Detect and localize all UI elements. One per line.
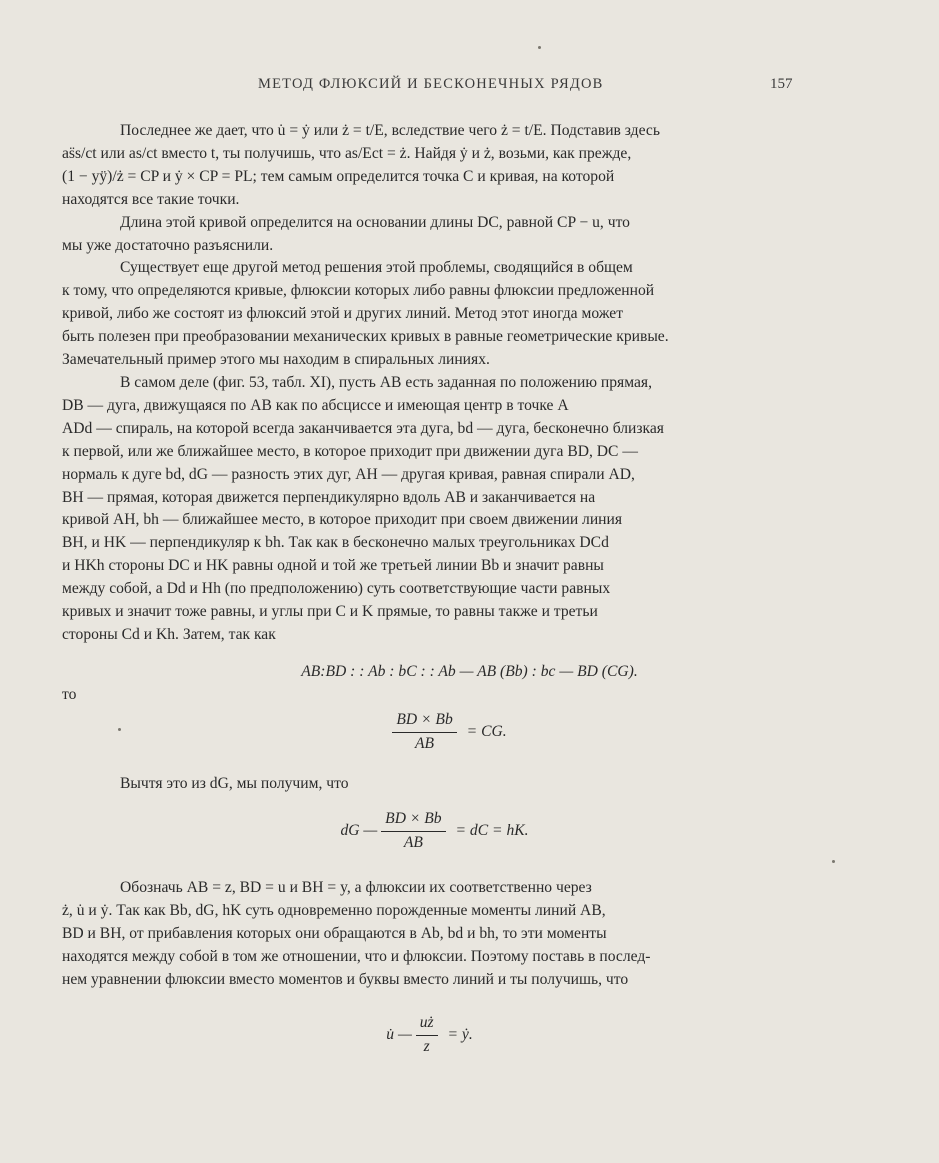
running-title: МЕТОД ФЛЮКСИЙ И БЕСКОНЕЧНЫХ РЯДОВ — [258, 76, 604, 92]
text-line: (1 − yÿ)/ż = CP и ẏ × CP = PL; тем самым определится точка C и кривая, на которой — [62, 167, 615, 185]
equation-rhs: = ẏ. — [447, 1025, 473, 1043]
fraction-denominator: AB — [403, 834, 423, 852]
text-line: ADd — спираль, на которой всегда заканчивается эта дуга, bd — дуга, бесконечно близкая — [62, 419, 664, 437]
text-line: стороны Cd и Kh. Затем, так как — [62, 625, 276, 643]
text-line: нормаль к дуге bd, dG — разность этих дуг, AH — другая кривая, равная спирали AD, — [62, 465, 635, 483]
text-line: Обозначь AB = z, BD = u и BH = y, а флюксии их соответственно через — [120, 879, 592, 897]
text-line: В самом деле (фиг. 53, табл. XI), пусть AB есть заданная по положению прямая, — [120, 373, 652, 391]
text-line: находятся между собой в том же отношении, что и флюксии. Поэтому поставь в послед- — [62, 947, 651, 965]
text-line: Замечательный пример этого мы находим в спиральных линиях. — [62, 351, 490, 369]
paper-speck — [832, 860, 835, 863]
text-line: к первой, или же ближайшее место, в которое приходит при движении дуга BD, DC — — [62, 442, 638, 460]
text-line: кривой, либо же состоят из флюксий этой и других линий. Метод этот иногда может — [62, 305, 624, 323]
equation-proportion: AB:BD : : Ab : bC : : Ab — AB (Bb) : bc — BD (CG). — [301, 662, 638, 680]
text-line: кривой AH, bh — ближайшее место, в которое приходит при своем движении линия — [62, 511, 623, 529]
text-line: к тому, что определяются кривые, флюксии которых либо равны флюксии предложенной — [62, 282, 655, 300]
fraction-numerator: BD × Bb — [392, 709, 456, 733]
text-line: BD и BH, от прибавления которых они обращаются в Ab, bd и bh, то эти моменты — [62, 925, 607, 942]
equation-dg — [62, 808, 797, 855]
text-line: Длина этой кривой определится на основании длины DC, равной CP − u, что — [120, 213, 630, 231]
text-line: as̈s/ct или as/ct вместо t, ты получишь, что as/Ect = ż. Найдя ẏ и ż, возьми, как прежде, — [62, 144, 632, 162]
equation-cg — [62, 709, 797, 756]
equation-final — [62, 1012, 797, 1059]
fraction-numerator: BD × Bb — [381, 808, 445, 832]
connective-word: то — [62, 685, 77, 703]
text-line: Последнее же дает, что u̇ = ẏ или ż = t/E, вследствие чего ż = t/E. Подставив здесь — [120, 122, 660, 139]
page-header — [0, 76, 939, 100]
fraction — [381, 808, 445, 855]
fraction — [416, 1012, 438, 1059]
paper-speck — [538, 46, 541, 49]
equation-lhs: dG — — [340, 822, 378, 840]
fraction-denominator: z — [423, 1037, 430, 1055]
text-line: кривых и значит тоже равны, и углы при C и K прямые, то равны также и третьи — [62, 603, 598, 621]
paper-speck — [118, 728, 121, 731]
page-number: 157 — [770, 76, 793, 92]
text-line: Вычтя это из dG, мы получим, что — [120, 775, 349, 793]
body-text — [62, 120, 797, 1059]
text-line: нем уравнении флюксии вместо моментов и буквы вместо линий и ты получишь, что — [62, 970, 629, 988]
text-line: находятся все такие точки. — [62, 190, 240, 208]
text-line: BH, и HK — перпендикуляр к bh. Так как в бесконечно малых треугольниках DCd — [62, 534, 609, 552]
text-line: быть полезен при преобразовании механических кривых в равные геометрические кривые. — [62, 328, 669, 346]
text-line: ż, u̇ и ẏ. Так как Bb, dG, hK суть одновременно порожденные моменты линий AB, — [62, 902, 606, 920]
text-line: и HKh стороны DC и HK равны одной и той же третьей линии Bb и значит равны — [62, 557, 604, 575]
equation-lhs: u̇ — — [386, 1025, 412, 1043]
text-line: DB — дуга, движущаяся по AB как по абсциссе и имеющая центр в точке A — [62, 396, 569, 414]
fraction-denominator: AB — [415, 734, 435, 752]
text-line: мы уже достаточно разъяснили. — [62, 236, 274, 254]
text-line: BH — прямая, которая движется перпендикулярно вдоль AB и заканчивается на — [62, 488, 596, 506]
fraction-numerator: uż — [416, 1012, 438, 1036]
text-line: Существует еще другой метод решения этой проблемы, сводящийся в общем — [120, 259, 633, 277]
fraction — [392, 709, 456, 756]
equation-rhs: = dC = hK. — [455, 822, 529, 840]
text-line: между собой, а Dd и Hh (по предположению) суть соответствующие части равных — [62, 580, 611, 598]
equation-rhs: = CG. — [466, 722, 507, 740]
